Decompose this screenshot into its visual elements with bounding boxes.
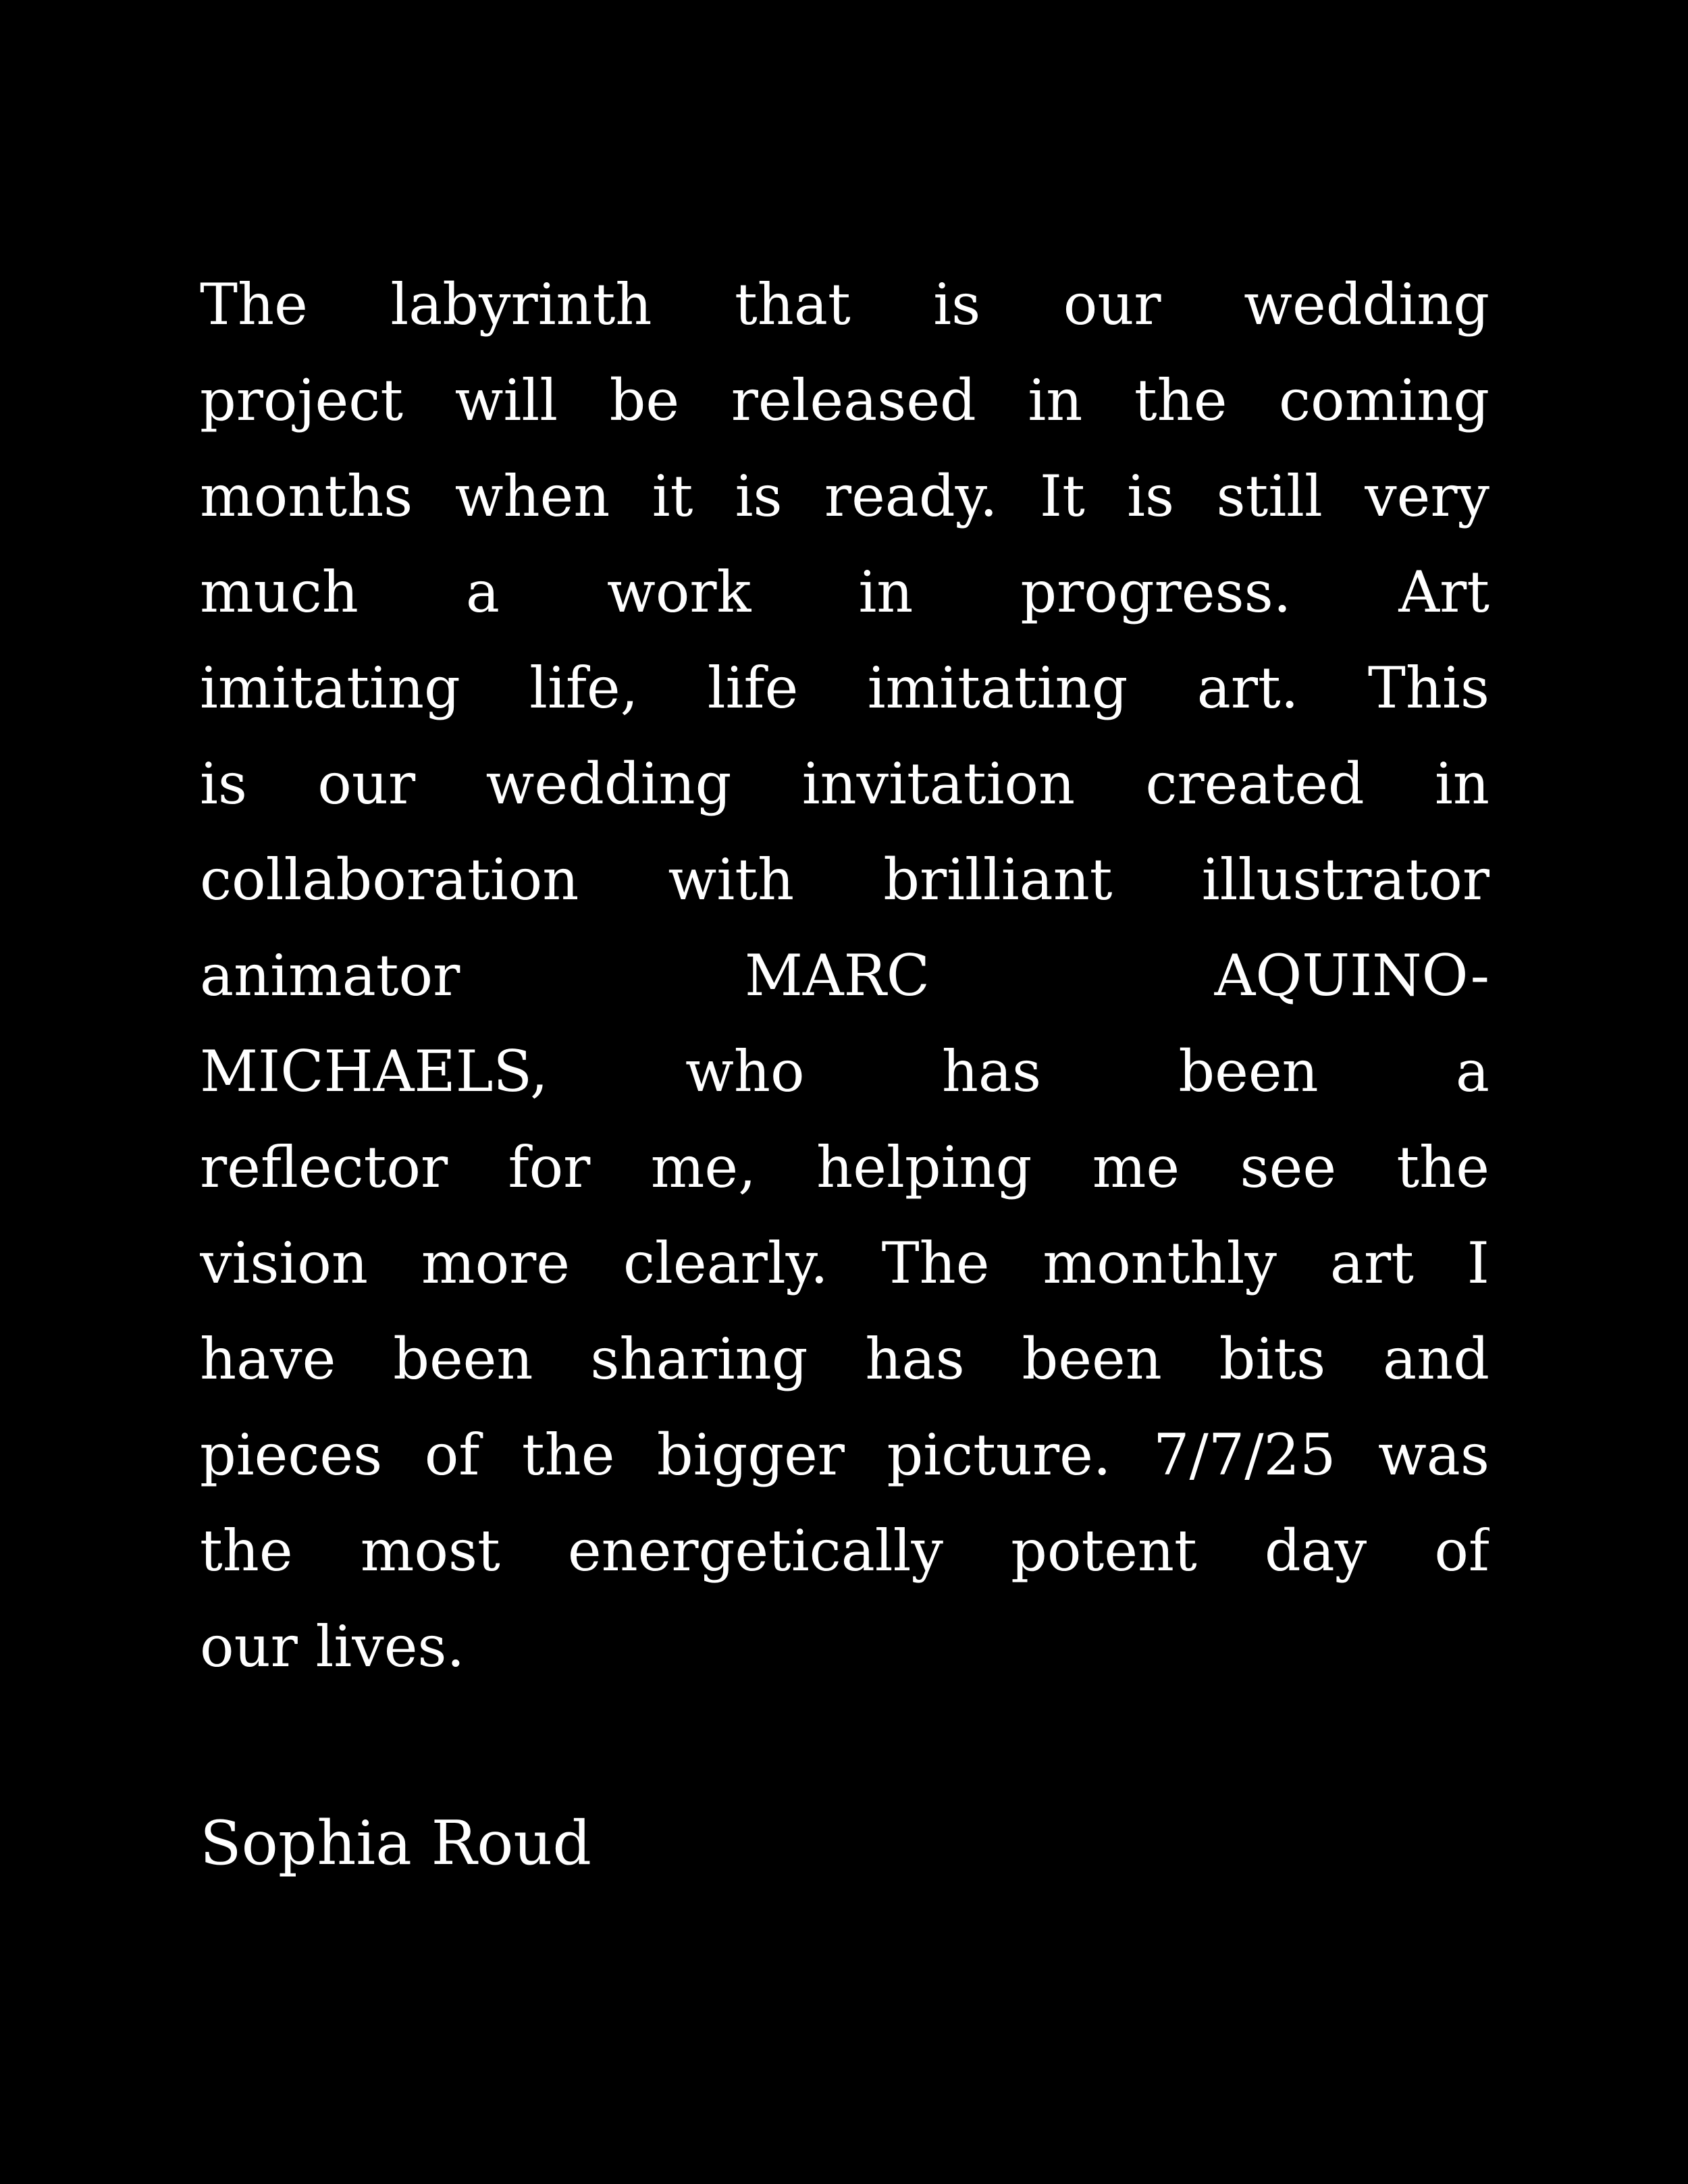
body-line: pieces of the bigger picture. 7/7/25 was bbox=[200, 1422, 1489, 1488]
body-line: much a work in progress. Art bbox=[200, 559, 1489, 625]
body-line: is our wedding invitation created in bbox=[200, 751, 1489, 817]
statement-body bbox=[200, 257, 1489, 1695]
signature: Sophia Roud bbox=[200, 1808, 591, 1879]
body-line: The labyrinth that is our wedding bbox=[200, 271, 1489, 338]
body-line: MICHAELS, who has been a bbox=[200, 1038, 1489, 1104]
body-line: animator MARC AQUINO- bbox=[200, 942, 1489, 1009]
body-line: the most energetically potent day of bbox=[200, 1518, 1489, 1584]
body-line: our lives. bbox=[200, 1614, 465, 1680]
body-line: reflector for me, helping me see the bbox=[200, 1134, 1489, 1200]
body-line: months when it is ready. It is still very bbox=[200, 463, 1489, 529]
body-line: collaboration with brilliant illustrator bbox=[200, 847, 1489, 913]
body-line: imitating life, life imitating art. This bbox=[200, 655, 1489, 721]
body-line: project will be released in the coming bbox=[200, 367, 1489, 433]
body-line: have been sharing has been bits and bbox=[200, 1326, 1489, 1392]
body-line: vision more clearly. The monthly art I bbox=[200, 1230, 1489, 1296]
